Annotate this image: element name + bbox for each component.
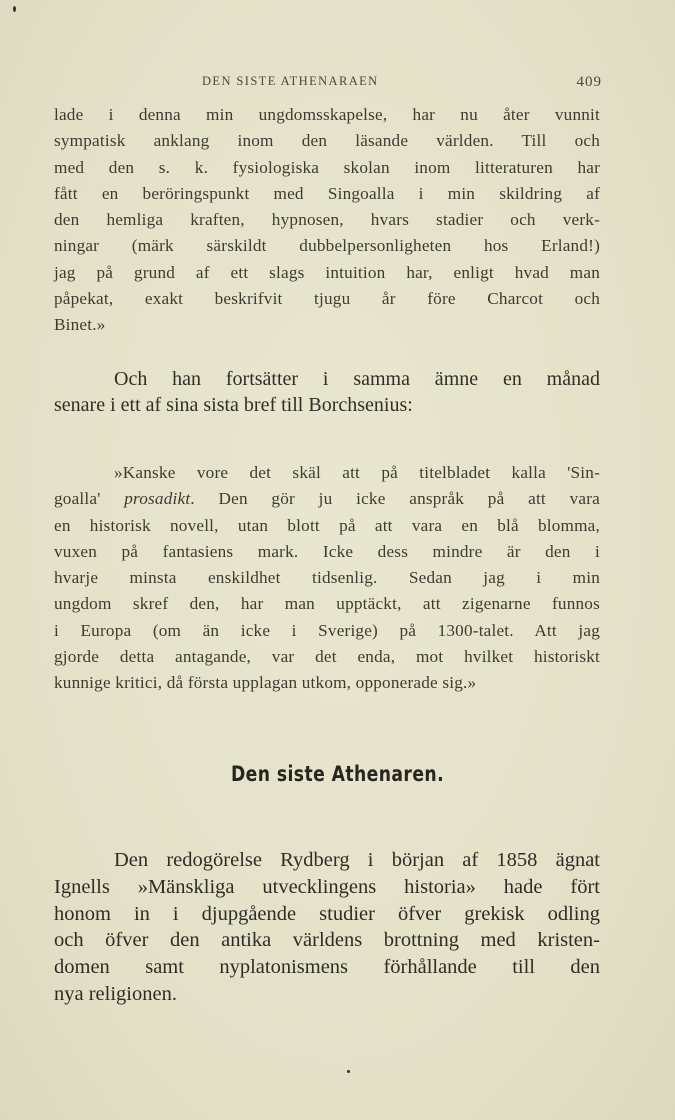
text-segment: . Den gör ju icke anspråk på att vara <box>190 489 600 509</box>
text-line <box>54 486 600 512</box>
paper-speck <box>13 6 16 12</box>
text-line: med den s. k. fysiologiska skolan inom litteraturen har <box>54 157 600 177</box>
text-line: sympatisk anklang inom den läsande världen. Till och <box>54 131 600 151</box>
text-line: senare i ett af sina sista bref till Borchsenius: <box>54 394 413 416</box>
text-line: lade i denna min ungdomsskapelse, har nu åter vunnit <box>54 105 600 124</box>
text-line: »Kanske vore det skäl att på titelbladet kalla 'Sin- <box>114 463 600 482</box>
text-line: nya religionen. <box>54 982 177 1005</box>
text-line: hvarje minsta enskildhet tidsenlig. Sedan jag i min <box>54 568 600 588</box>
text-line: ungdom skref den, har man upptäckt, att zigenarne funnos <box>54 594 600 614</box>
text-line: i Europa (om än icke i Sverige) på 1300-talet. Att jag <box>54 620 600 640</box>
running-head-title: DEN SISTE ATHENARAEN <box>202 74 379 88</box>
text-line: gjorde detta antagande, var det enda, mot hvilket historiskt <box>54 647 600 667</box>
text-line: och öfver den antika världens brottning med kristen- <box>54 929 600 952</box>
text-line: honom in i djupgående studier öfver grekisk odling <box>54 902 600 925</box>
text-line: vuxen på fantasiens mark. Icke dess mindre är den i <box>54 541 600 561</box>
text-line: en historisk novell, utan blott på att vara en blå blomma, <box>54 515 600 535</box>
text-line: domen samt nyplatonismens förhållande till den <box>54 956 600 979</box>
text-segment: goalla' <box>54 489 125 509</box>
text-line: kunnige kritici, då första upplagan utkom, opponerade sig.» <box>54 673 477 693</box>
text-line: den hemliga kraften, hypnosen, hvars stadier och verk- <box>54 210 600 230</box>
text-line: Den redogörelse Rydberg i början af 1858 ägnat <box>114 849 600 871</box>
paragraph-2 <box>54 366 600 418</box>
paper-speck <box>347 1070 350 1073</box>
section-heading: Den siste Athenaren. <box>230 762 445 786</box>
text-line: fått en beröringspunkt med Singoalla i min skildring af <box>54 183 600 203</box>
text-line: Binet.» <box>54 315 106 335</box>
text-line: jag på grund af ett slags intuition har, enligt hvad man <box>54 262 600 282</box>
quoted-letter <box>54 460 600 697</box>
section-paragraph <box>54 847 600 1008</box>
text-line: Och han fortsätter i samma ämne en månad <box>114 368 600 390</box>
text-line: Ignells »Mänskliga utvecklingens historia» hade fört <box>54 875 600 898</box>
text-line: ningar (märk särskildt dubbelpersonligheten hos Erland!) <box>54 236 600 256</box>
italic-term: prosadikt <box>124 489 191 509</box>
page-number: 409 <box>576 74 602 90</box>
paragraph-1 <box>54 102 600 339</box>
text-line: påpekat, exakt beskrifvit tjugu år före Charcot och <box>54 289 600 309</box>
